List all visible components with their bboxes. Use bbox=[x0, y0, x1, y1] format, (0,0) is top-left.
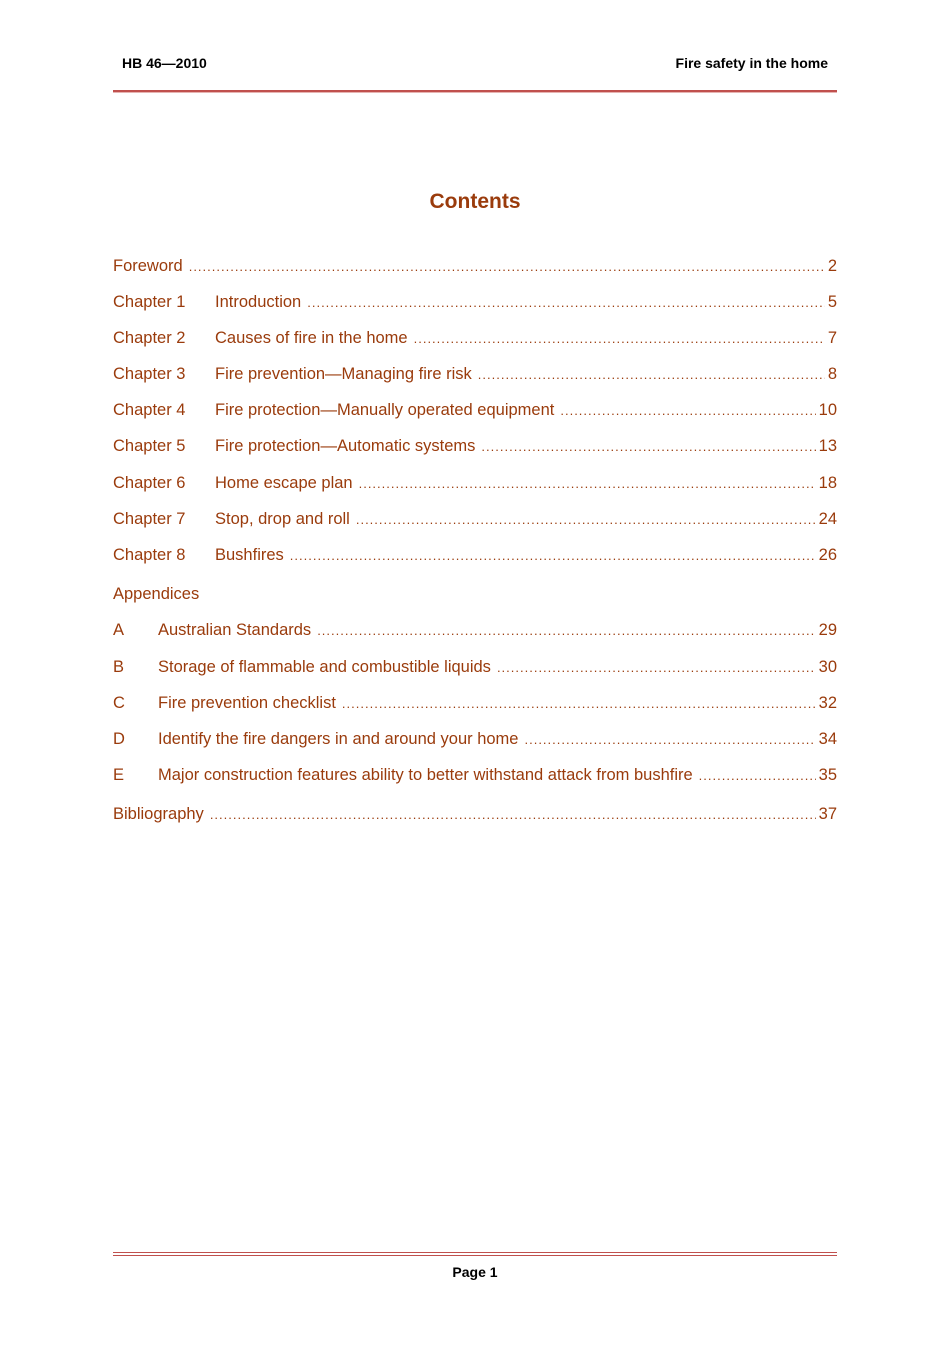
dot-leader bbox=[210, 807, 816, 822]
toc-entry-label: Bushfires bbox=[215, 546, 284, 564]
footer-rule bbox=[113, 1252, 837, 1256]
toc-entry-page: 32 bbox=[818, 694, 837, 712]
toc-entry-page: 35 bbox=[818, 766, 837, 784]
toc-entry-appendix-e[interactable] bbox=[113, 766, 837, 788]
toc-entry-page: 13 bbox=[818, 437, 837, 455]
toc-entry-label: Causes of fire in the home bbox=[215, 329, 408, 347]
toc-entry-label: Foreword bbox=[113, 257, 183, 275]
toc-entry-chapter-6[interactable] bbox=[113, 474, 837, 496]
dot-leader bbox=[497, 660, 816, 675]
dot-leader bbox=[290, 548, 816, 563]
toc-entry-number: E bbox=[113, 766, 125, 784]
toc-entry-number: D bbox=[113, 730, 125, 748]
toc-entry-chapter-3[interactable] bbox=[113, 365, 837, 387]
toc-entry-chapter-7[interactable] bbox=[113, 510, 837, 532]
toc-entry-number: Chapter 2 bbox=[113, 329, 186, 347]
dot-leader bbox=[699, 768, 816, 783]
toc-entry-label: Storage of flammable and combustible liquids bbox=[158, 658, 491, 676]
toc-entry-chapter-1[interactable] bbox=[113, 293, 837, 315]
toc-entry-label: Fire prevention—Managing fire risk bbox=[215, 365, 472, 383]
toc-entry-number: C bbox=[113, 694, 125, 712]
toc-entry-page: 2 bbox=[827, 257, 837, 275]
toc-entry-number: Chapter 6 bbox=[113, 474, 186, 492]
toc-entry-page: 18 bbox=[818, 474, 837, 492]
toc-entry-label: Fire protection—Manually operated equipment bbox=[215, 401, 555, 419]
dot-leader bbox=[307, 295, 825, 310]
dot-leader bbox=[560, 403, 815, 418]
appendices-heading: Appendices bbox=[113, 585, 200, 603]
toc-entry-number: B bbox=[113, 658, 125, 676]
toc-entry-page: 24 bbox=[818, 510, 837, 528]
toc-entry-chapter-8[interactable] bbox=[113, 546, 837, 568]
dot-leader bbox=[359, 476, 816, 491]
toc-entry-number: Chapter 5 bbox=[113, 437, 186, 455]
toc-entry-label: Identify the fire dangers in and around your home bbox=[158, 730, 519, 748]
toc-entry-number: Chapter 7 bbox=[113, 510, 186, 528]
toc-entry-page: 29 bbox=[818, 621, 837, 639]
dot-leader bbox=[317, 623, 815, 638]
dot-leader bbox=[478, 367, 825, 382]
toc-entry-appendix-d[interactable] bbox=[113, 730, 837, 752]
page-number: Page 1 bbox=[452, 1264, 498, 1280]
dot-leader bbox=[356, 512, 816, 527]
toc-entry-page: 7 bbox=[827, 329, 837, 347]
document-code: HB 46—2010 bbox=[122, 55, 207, 71]
toc-entry-foreword[interactable] bbox=[113, 257, 837, 279]
toc-entry-appendix-a[interactable] bbox=[113, 621, 837, 643]
toc-entry-label: Fire protection—Automatic systems bbox=[215, 437, 476, 455]
dot-leader bbox=[189, 259, 825, 274]
toc-entry-number: Chapter 8 bbox=[113, 546, 186, 564]
dot-leader bbox=[414, 331, 825, 346]
toc-entry-label: Australian Standards bbox=[158, 621, 312, 639]
toc-entry-label: Introduction bbox=[215, 293, 302, 311]
dot-leader bbox=[524, 732, 815, 747]
toc-entry-number: Chapter 4 bbox=[113, 401, 186, 419]
toc-entry-page: 30 bbox=[818, 658, 837, 676]
toc-entry-label: Stop, drop and roll bbox=[215, 510, 350, 528]
document-title: Fire safety in the home bbox=[675, 55, 828, 71]
toc-entry-chapter-4[interactable] bbox=[113, 401, 837, 423]
toc-entry-label: Major construction features ability to better withstand attack from bushfire bbox=[158, 766, 693, 784]
toc-entry-page: 26 bbox=[818, 546, 837, 564]
page-title: Contents bbox=[429, 190, 521, 213]
toc-entry-label: Bibliography bbox=[113, 805, 204, 823]
toc-entry-chapter-2[interactable] bbox=[113, 329, 837, 351]
toc-entry-page: 10 bbox=[818, 401, 837, 419]
toc-entry-chapter-5[interactable] bbox=[113, 437, 837, 459]
header-rule bbox=[113, 90, 837, 93]
toc-entry-label: Home escape plan bbox=[215, 474, 353, 492]
toc-entry-appendix-b[interactable] bbox=[113, 658, 837, 680]
toc-entry-page: 8 bbox=[827, 365, 837, 383]
dot-leader bbox=[481, 439, 815, 454]
toc-entry-number: Chapter 3 bbox=[113, 365, 186, 383]
dot-leader bbox=[342, 696, 816, 711]
toc-entry-number: A bbox=[113, 621, 125, 639]
toc-entry-page: 34 bbox=[818, 730, 837, 748]
toc-entry-label: Fire prevention checklist bbox=[158, 694, 336, 712]
toc-entry-appendix-c[interactable] bbox=[113, 694, 837, 716]
toc-entry-page: 37 bbox=[818, 805, 837, 823]
toc-entry-page: 5 bbox=[827, 293, 837, 311]
toc-entry-bibliography[interactable] bbox=[113, 805, 837, 827]
toc-entry-number: Chapter 1 bbox=[113, 293, 186, 311]
